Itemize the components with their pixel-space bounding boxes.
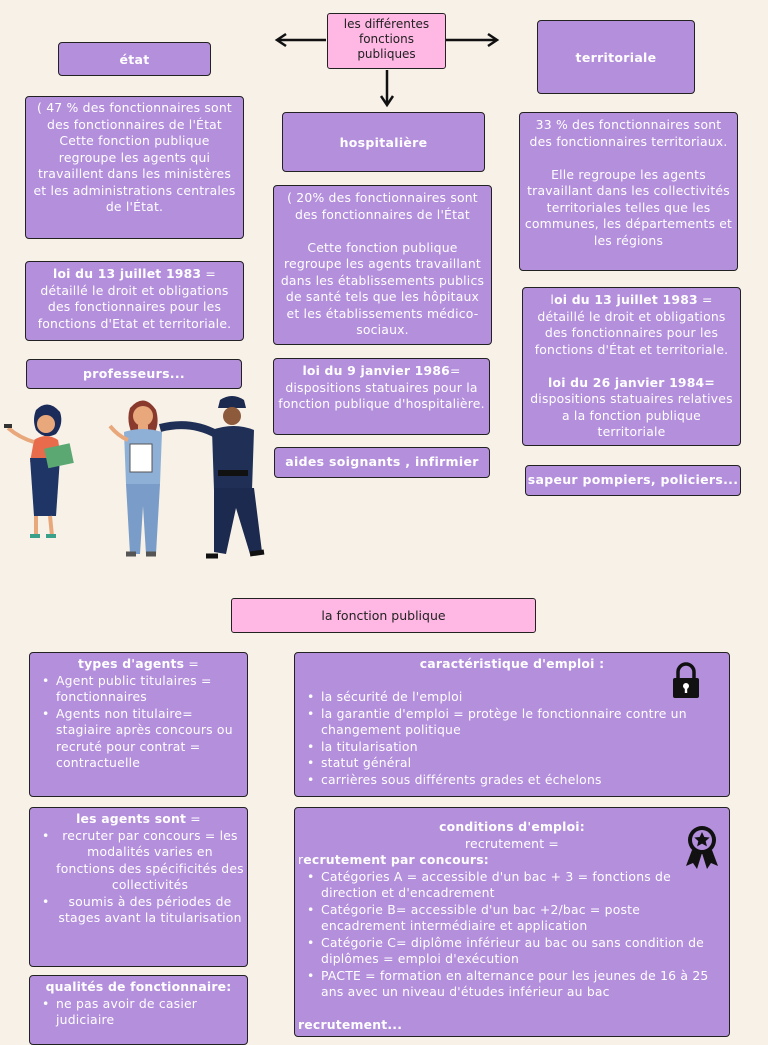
police-figure bbox=[160, 396, 264, 556]
main-title: les différentes fonctions publiques bbox=[327, 13, 446, 69]
hosp-desc-2: Cette fonction publique regroupe les agents travaillant dans les établissements publics de santé tels que les hôpitaux et les établissements médico-sociaux. bbox=[280, 239, 485, 337]
terr-law1-prefix: l bbox=[550, 292, 555, 307]
hospitaliere-label: hospitalière bbox=[282, 112, 485, 172]
qualites-item: • ne pas avoir de casier judiciaire bbox=[33, 996, 244, 1029]
terr-desc-1: 33 % des fonctionnaires sont des fonctionnaires territoriaux. bbox=[529, 117, 728, 149]
people-illustration bbox=[0, 388, 280, 573]
conditions-sub-heading: ecrutement par concours: bbox=[303, 852, 489, 867]
agents-list bbox=[33, 828, 244, 927]
caracteristique-item: • la sécurité de l'emploi bbox=[298, 689, 726, 706]
caracteristique-item: • la titularisation bbox=[298, 739, 726, 756]
bottom-title: la fonction publique bbox=[231, 598, 536, 633]
hospitaliere-law bbox=[273, 358, 490, 435]
etat-label: état bbox=[58, 42, 211, 76]
teacher-figure bbox=[4, 404, 74, 536]
caracteristique-item: • la garantie d'emploi = protège le fonctionnaire contre un changement politique bbox=[298, 706, 726, 739]
caracteristique-item: • carrières sous différents grades et échelons bbox=[298, 772, 726, 789]
etat-desc-1: ( 47 % des fonctionnaires sont des fonctionnaires de l'État bbox=[37, 100, 232, 132]
types-list bbox=[33, 673, 244, 772]
conditions-item: • Catégorie C= diplôme inférieur au bac ou sans condition de diplômes = emploi d'exécution bbox=[298, 935, 726, 968]
conditions-line: recrutement = bbox=[464, 835, 559, 851]
lock-icon bbox=[670, 660, 702, 700]
types-heading: types d'agents bbox=[78, 656, 185, 671]
territoriale-example: sapeur pompiers, policiers... bbox=[525, 465, 741, 496]
etat-description bbox=[25, 96, 244, 239]
hosp-law-text: = dispositions statuaires pour la fonction publique d'hospitalière. bbox=[278, 363, 485, 411]
terr-law2-title: loi du 26 janvier 1984= bbox=[548, 374, 715, 390]
hospitaliere-description bbox=[273, 185, 492, 345]
caracteristique-list bbox=[298, 689, 726, 788]
qualites-list bbox=[33, 996, 244, 1029]
agents-item: • recruter par concours = les modalités varies en fonctions des spécificités des collectivités bbox=[33, 828, 244, 894]
agents-heading-suffix: = bbox=[186, 811, 201, 826]
hosp-law-title: loi du 9 janvier 1986 bbox=[302, 363, 450, 378]
territoriale-label: territoriale bbox=[537, 20, 695, 94]
conditions-item: • Catégorie B= accessible d'un bac +2/bac = poste encadrement intermédiaire et application bbox=[298, 902, 726, 935]
types-item: • Agents non titulaire= stagiaire après concours ou recruté pour contrat = contractuelle bbox=[33, 706, 244, 772]
conditions-cut-text: recrutement... bbox=[298, 1017, 403, 1032]
conditions-box bbox=[294, 807, 730, 1037]
agents-heading: les agents sont bbox=[76, 811, 187, 826]
conditions-sub-prefix: r bbox=[298, 852, 304, 867]
hosp-desc-1: ( 20% des fonctionnaires sont des fonctionnaires de l'État bbox=[287, 190, 478, 222]
qualites-heading: qualités de fonctionnaire: bbox=[45, 979, 232, 994]
qualites-box bbox=[29, 975, 248, 1045]
conditions-heading: conditions d'emploi: bbox=[439, 819, 585, 834]
etat-law-title: loi du 13 juillet 1983 bbox=[53, 266, 202, 281]
etat-law bbox=[25, 261, 244, 341]
etat-desc-2: Cette fonction publique regroupe les agents qui travaillent dans les ministères et les administrations centrales de l'État. bbox=[33, 133, 236, 214]
conditions-item: • Catégories A = accessible d'un bac + 3 = fonctions de direction et d'encadrement bbox=[298, 869, 726, 902]
conditions-item: • PACTE = formation en alternance pour les jeunes de 16 à 25 ans avec un niveau d'études inférieur au bac bbox=[298, 968, 726, 1001]
agents-item: • soumis à des périodes de stages avant la titularisation bbox=[33, 894, 244, 927]
conditions-list bbox=[298, 869, 726, 1001]
etat-example: professeurs... bbox=[26, 359, 242, 389]
types-heading-suffix: = bbox=[184, 656, 199, 671]
caracteristique-heading: caractéristique d'emploi : bbox=[419, 656, 605, 671]
terr-law1-title: oi du 13 juillet 1983 bbox=[554, 292, 698, 307]
caracteristique-item: • statut général bbox=[298, 755, 726, 772]
etat-law-text: = détaillé le droit et obligations des fonctionnaires pour les fonctions d'Etat et territoriale. bbox=[37, 266, 232, 331]
types-item: • Agent public titulaires = fonctionnaires bbox=[33, 673, 244, 706]
award-ribbon-icon bbox=[684, 824, 720, 870]
terr-law2-text: dispositions statuaires relatives a la fonction publique territoriale bbox=[530, 391, 733, 439]
nurse-figure bbox=[110, 400, 162, 554]
terr-law1-text: = détaillé le droit et obligations des fonctionnaires pour les fonctions d'État et territoriale. bbox=[534, 292, 729, 357]
caracteristique-box bbox=[294, 652, 730, 797]
territoriale-description bbox=[519, 112, 738, 271]
terr-desc-2: Elle regroupe les agents travaillant dans les collectivités territoriales telles que les communes, les départements et les régions bbox=[524, 166, 733, 248]
territoriale-laws bbox=[522, 287, 741, 446]
hospitaliere-example: aides soignants , infirmier bbox=[274, 447, 490, 478]
agents-box bbox=[29, 807, 248, 967]
types-agents-box bbox=[29, 652, 248, 797]
